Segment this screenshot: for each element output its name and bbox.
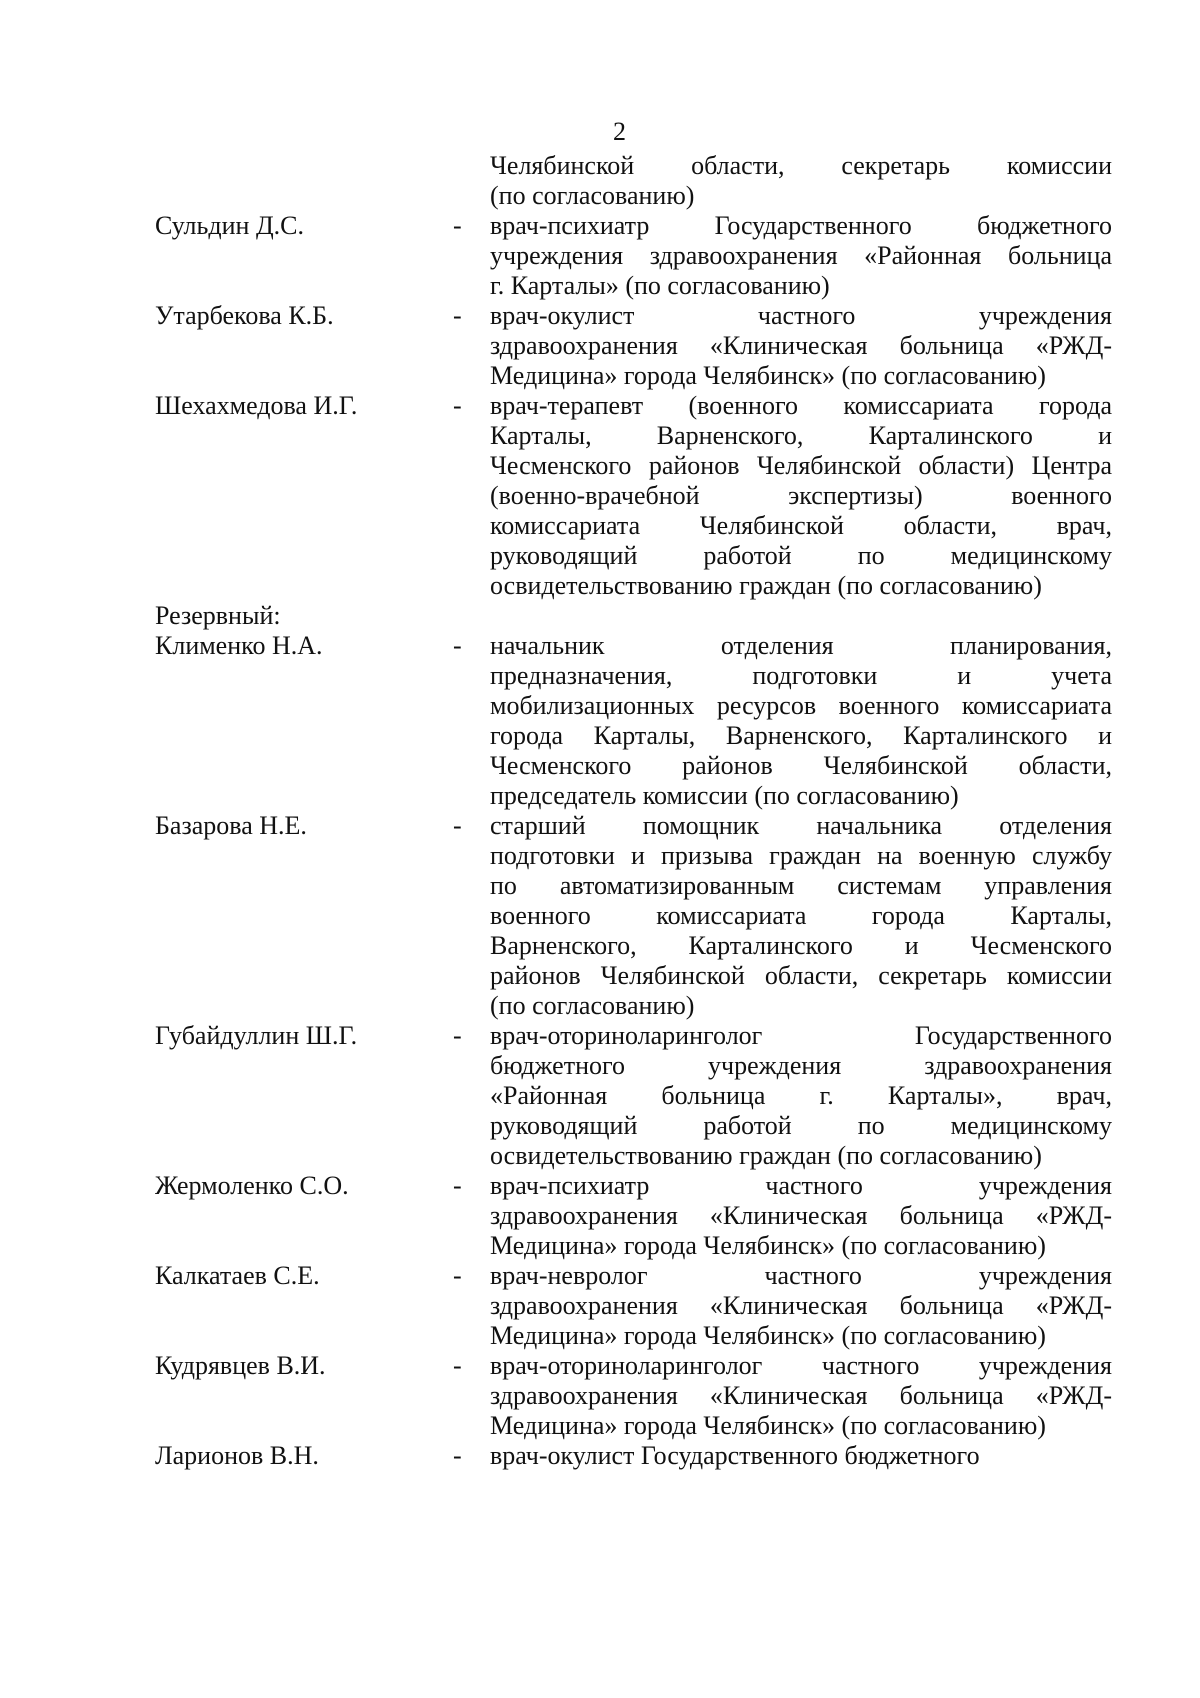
- member-description: [490, 1021, 1112, 1171]
- member-dash: -: [453, 1021, 462, 1050]
- desc-line: Карталы, Варненского, Карталинского и: [490, 421, 1112, 450]
- desc-line: председатель комиссии (по согласованию): [490, 781, 959, 810]
- desc-line: военного комиссариата города Карталы,: [490, 901, 1112, 930]
- member-description: [490, 1261, 1112, 1351]
- desc-line: Чесменского районов Челябинской области,: [490, 751, 1112, 780]
- desc-line: Челябинской области, секретарь комиссии: [490, 151, 1112, 180]
- member-description: [490, 1441, 1112, 1471]
- member-description: [490, 631, 1112, 811]
- desc-line: учреждения здравоохранения «Районная больница: [490, 241, 1112, 270]
- reserve-member-entry: [155, 1351, 1112, 1441]
- member-description: [490, 391, 1112, 601]
- desc-line: мобилизационных ресурсов военного комиссариата: [490, 691, 1112, 720]
- desc-line: Медицина» города Челябинск» (по согласованию): [490, 361, 1046, 390]
- member-dash: -: [453, 1261, 462, 1290]
- page-number: 2: [613, 117, 626, 146]
- member-name: Базарова Н.Е.: [155, 811, 307, 840]
- member-name: Калкатаев С.Е.: [155, 1261, 320, 1290]
- member-name: Жермоленко С.О.: [155, 1171, 349, 1200]
- member-description: [490, 211, 1112, 301]
- desc-line: здравоохранения «Клиническая больница «РЖД-: [490, 1201, 1112, 1230]
- member-name: Губайдуллин Ш.Г.: [155, 1021, 358, 1050]
- member-dash: -: [453, 391, 462, 420]
- member-entry: [155, 211, 1112, 301]
- member-name: Клименко Н.А.: [155, 631, 323, 660]
- member-dash: -: [453, 301, 462, 330]
- reserve-member-entry: [155, 811, 1112, 1021]
- reserve-member-entry: [155, 1171, 1112, 1261]
- desc-line: Медицина» города Челябинск» (по согласованию): [490, 1231, 1046, 1260]
- desc-line: Медицина» города Челябинск» (по согласованию): [490, 1411, 1046, 1440]
- desc-line: предназначения, подготовки и учета: [490, 661, 1112, 690]
- member-name: Ларионов В.Н.: [155, 1441, 319, 1470]
- desc-line: врач-психиатр Государственного бюджетного: [490, 211, 1112, 240]
- member-entry: [155, 301, 1112, 391]
- desc-line: врач-оториноларинголог Государственного: [490, 1021, 1112, 1050]
- desc-line: здравоохранения «Клиническая больница «РЖД-: [490, 331, 1112, 360]
- member-description: [490, 1351, 1112, 1441]
- desc-line: Варненского, Карталинского и Чесменского: [490, 931, 1112, 960]
- member-dash: -: [453, 1351, 462, 1380]
- desc-line: «Районная больница г. Карталы», врач,: [490, 1081, 1112, 1110]
- desc-line: по автоматизированным системам управления: [490, 871, 1112, 900]
- member-description: [490, 1171, 1112, 1261]
- continuation-description: [490, 151, 1112, 211]
- reserve-member-entry: [155, 631, 1112, 811]
- desc-line: Медицина» города Челябинск» (по согласованию): [490, 1321, 1046, 1350]
- desc-line: города Карталы, Варненского, Карталинского и: [490, 721, 1112, 750]
- reserve-member-entry: [155, 1261, 1112, 1351]
- member-dash: -: [453, 1171, 462, 1200]
- member-dash: -: [453, 811, 462, 840]
- desc-line: врач-окулист Государственного бюджетного: [490, 1441, 980, 1470]
- desc-line: руководящий работой по медицинскому: [490, 541, 1112, 570]
- member-name: Сульдин Д.С.: [155, 211, 305, 240]
- reserve-member-entry: [155, 1021, 1112, 1171]
- reserve-member-entry: [155, 1441, 1112, 1471]
- member-name: Шехахмедова И.Г.: [155, 391, 358, 420]
- member-name: Утарбекова К.Б.: [155, 301, 334, 330]
- desc-line: бюджетного учреждения здравоохранения: [490, 1051, 1112, 1080]
- member-description: [490, 811, 1112, 1021]
- member-description: [490, 301, 1112, 391]
- desc-line: врач-оториноларинголог частного учреждения: [490, 1351, 1112, 1380]
- desc-line: (военно-врачебной экспертизы) военного: [490, 481, 1112, 510]
- desc-line: (по согласованию): [490, 991, 695, 1020]
- reserve-section-label: Резервный:: [155, 601, 281, 630]
- desc-line: подготовки и призыва граждан на военную службу: [490, 841, 1112, 870]
- desc-line: здравоохранения «Клиническая больница «РЖД-: [490, 1381, 1112, 1410]
- desc-line: Чесменского районов Челябинской области) Центра: [490, 451, 1112, 480]
- desc-line: г. Карталы» (по согласованию): [490, 271, 830, 300]
- desc-line: здравоохранения «Клиническая больница «РЖД-: [490, 1291, 1112, 1320]
- desc-line: начальник отделения планирования,: [490, 631, 1112, 660]
- member-name: Кудрявцев В.И.: [155, 1351, 326, 1380]
- desc-line: освидетельствованию граждан (по согласованию): [490, 1141, 1042, 1170]
- member-dash: -: [453, 1441, 462, 1470]
- desc-line: врач-окулист частного учреждения: [490, 301, 1112, 330]
- desc-line: районов Челябинской области, секретарь комиссии: [490, 961, 1112, 990]
- desc-line: руководящий работой по медицинскому: [490, 1111, 1112, 1140]
- desc-line: врач-терапевт (военного комиссариата города: [490, 391, 1112, 420]
- member-dash: -: [453, 211, 462, 240]
- desc-line: врач-психиатр частного учреждения: [490, 1171, 1112, 1200]
- desc-line: старший помощник начальника отделения: [490, 811, 1112, 840]
- desc-line: комиссариата Челябинской области, врач,: [490, 511, 1112, 540]
- member-dash: -: [453, 631, 462, 660]
- commission-list: [155, 151, 1112, 1471]
- desc-line: освидетельствованию граждан (по согласованию): [490, 571, 1042, 600]
- continuation-entry: [155, 151, 1112, 211]
- desc-line: врач-невролог частного учреждения: [490, 1261, 1112, 1290]
- desc-line: (по согласованию): [490, 181, 695, 210]
- member-entry: [155, 391, 1112, 601]
